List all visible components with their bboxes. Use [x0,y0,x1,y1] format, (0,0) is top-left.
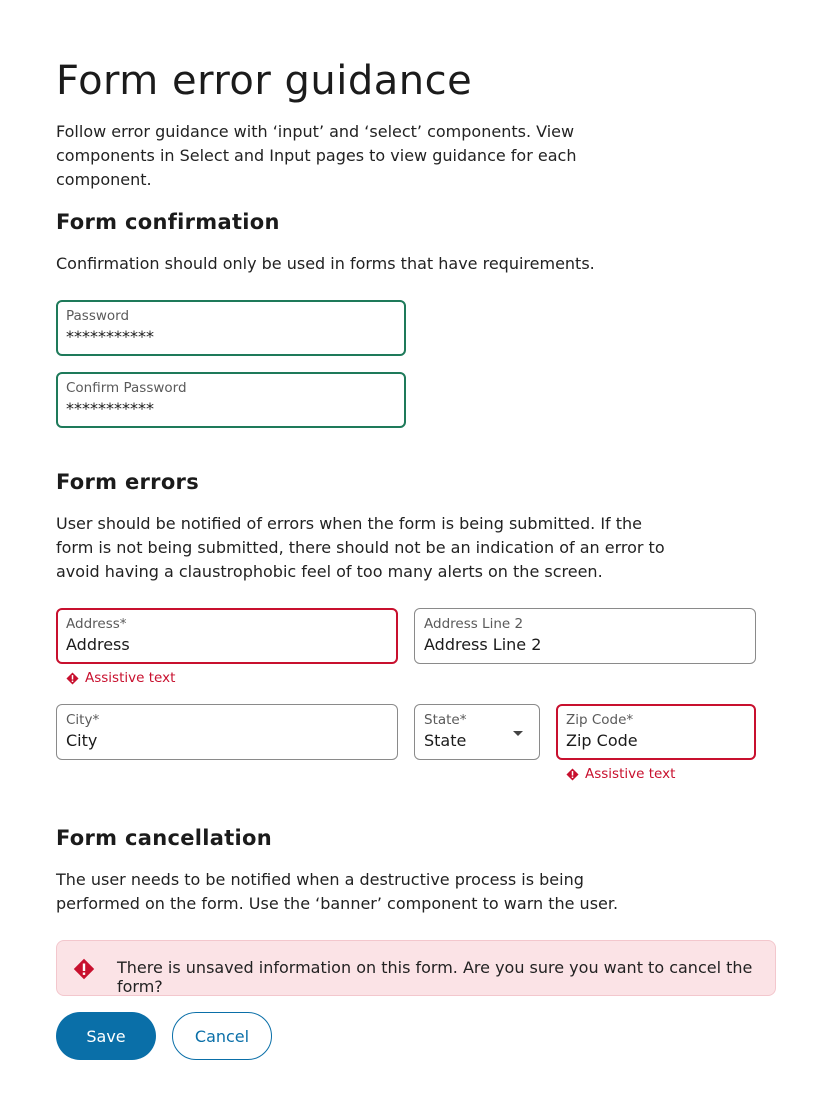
error-banner [56,940,776,996]
state-label: State* [424,712,467,728]
cancellation-heading: Form cancellation [56,826,273,850]
zip-code-field[interactable] [556,704,756,760]
page-intro: Follow error guidance with ‘input’ and ‘select’ components. View components in Select and Input pages to view guidance for each component. [56,122,577,189]
address-line2-value: Address Line 2 [424,635,542,654]
zip-code-value: Zip Code [566,731,638,750]
confirmation-description: Confirmation should only be used in forms that have requirements. [56,254,595,273]
error-diamond-icon [566,768,579,781]
chevron-down-icon [513,731,523,736]
page-title: Form error guidance [56,58,473,104]
city-field[interactable] [56,704,398,760]
confirm-password-label: Confirm Password [66,380,187,396]
city-value: City [66,731,98,750]
address-label: Address* [66,616,127,632]
address-assistive-label: Assistive text [85,670,176,686]
state-select[interactable] [414,704,540,760]
address-line2-field[interactable] [414,608,756,664]
password-value: *********** [66,327,154,346]
save-button[interactable]: Save [56,1012,156,1060]
error-diamond-icon [73,958,95,980]
address-assistive-text [66,670,175,686]
confirm-password-value: *********** [66,399,154,418]
zip-code-assistive-label: Assistive text [585,766,676,782]
password-label: Password [66,308,130,324]
zip-code-assistive-text [566,766,675,782]
zip-code-label: Zip Code* [566,712,634,728]
errors-heading: Form errors [56,470,200,494]
city-label: City* [66,712,100,728]
address-value: Address [66,635,130,654]
cancel-button[interactable]: Cancel [172,1012,272,1060]
banner-message: There is unsaved information on this form. Are you sure you want to cancel the form? [117,958,753,996]
confirm-password-field[interactable] [56,372,406,428]
confirmation-heading: Form confirmation [56,210,280,234]
errors-description: User should be notified of errors when the form is being submitted. If the form is not being submitted, there should not be an indication of an error to avoid having a claustrophobic feel of too many alerts on the screen. [56,514,665,581]
password-field[interactable] [56,300,406,356]
address-field[interactable] [56,608,398,664]
error-diamond-icon [66,672,79,685]
cancellation-description: The user needs to be notified when a destructive process is being performed on the form. Use the ‘banner’ component to warn the user. [56,870,619,913]
address-line2-label: Address Line 2 [424,616,524,632]
state-value: State [424,731,467,750]
